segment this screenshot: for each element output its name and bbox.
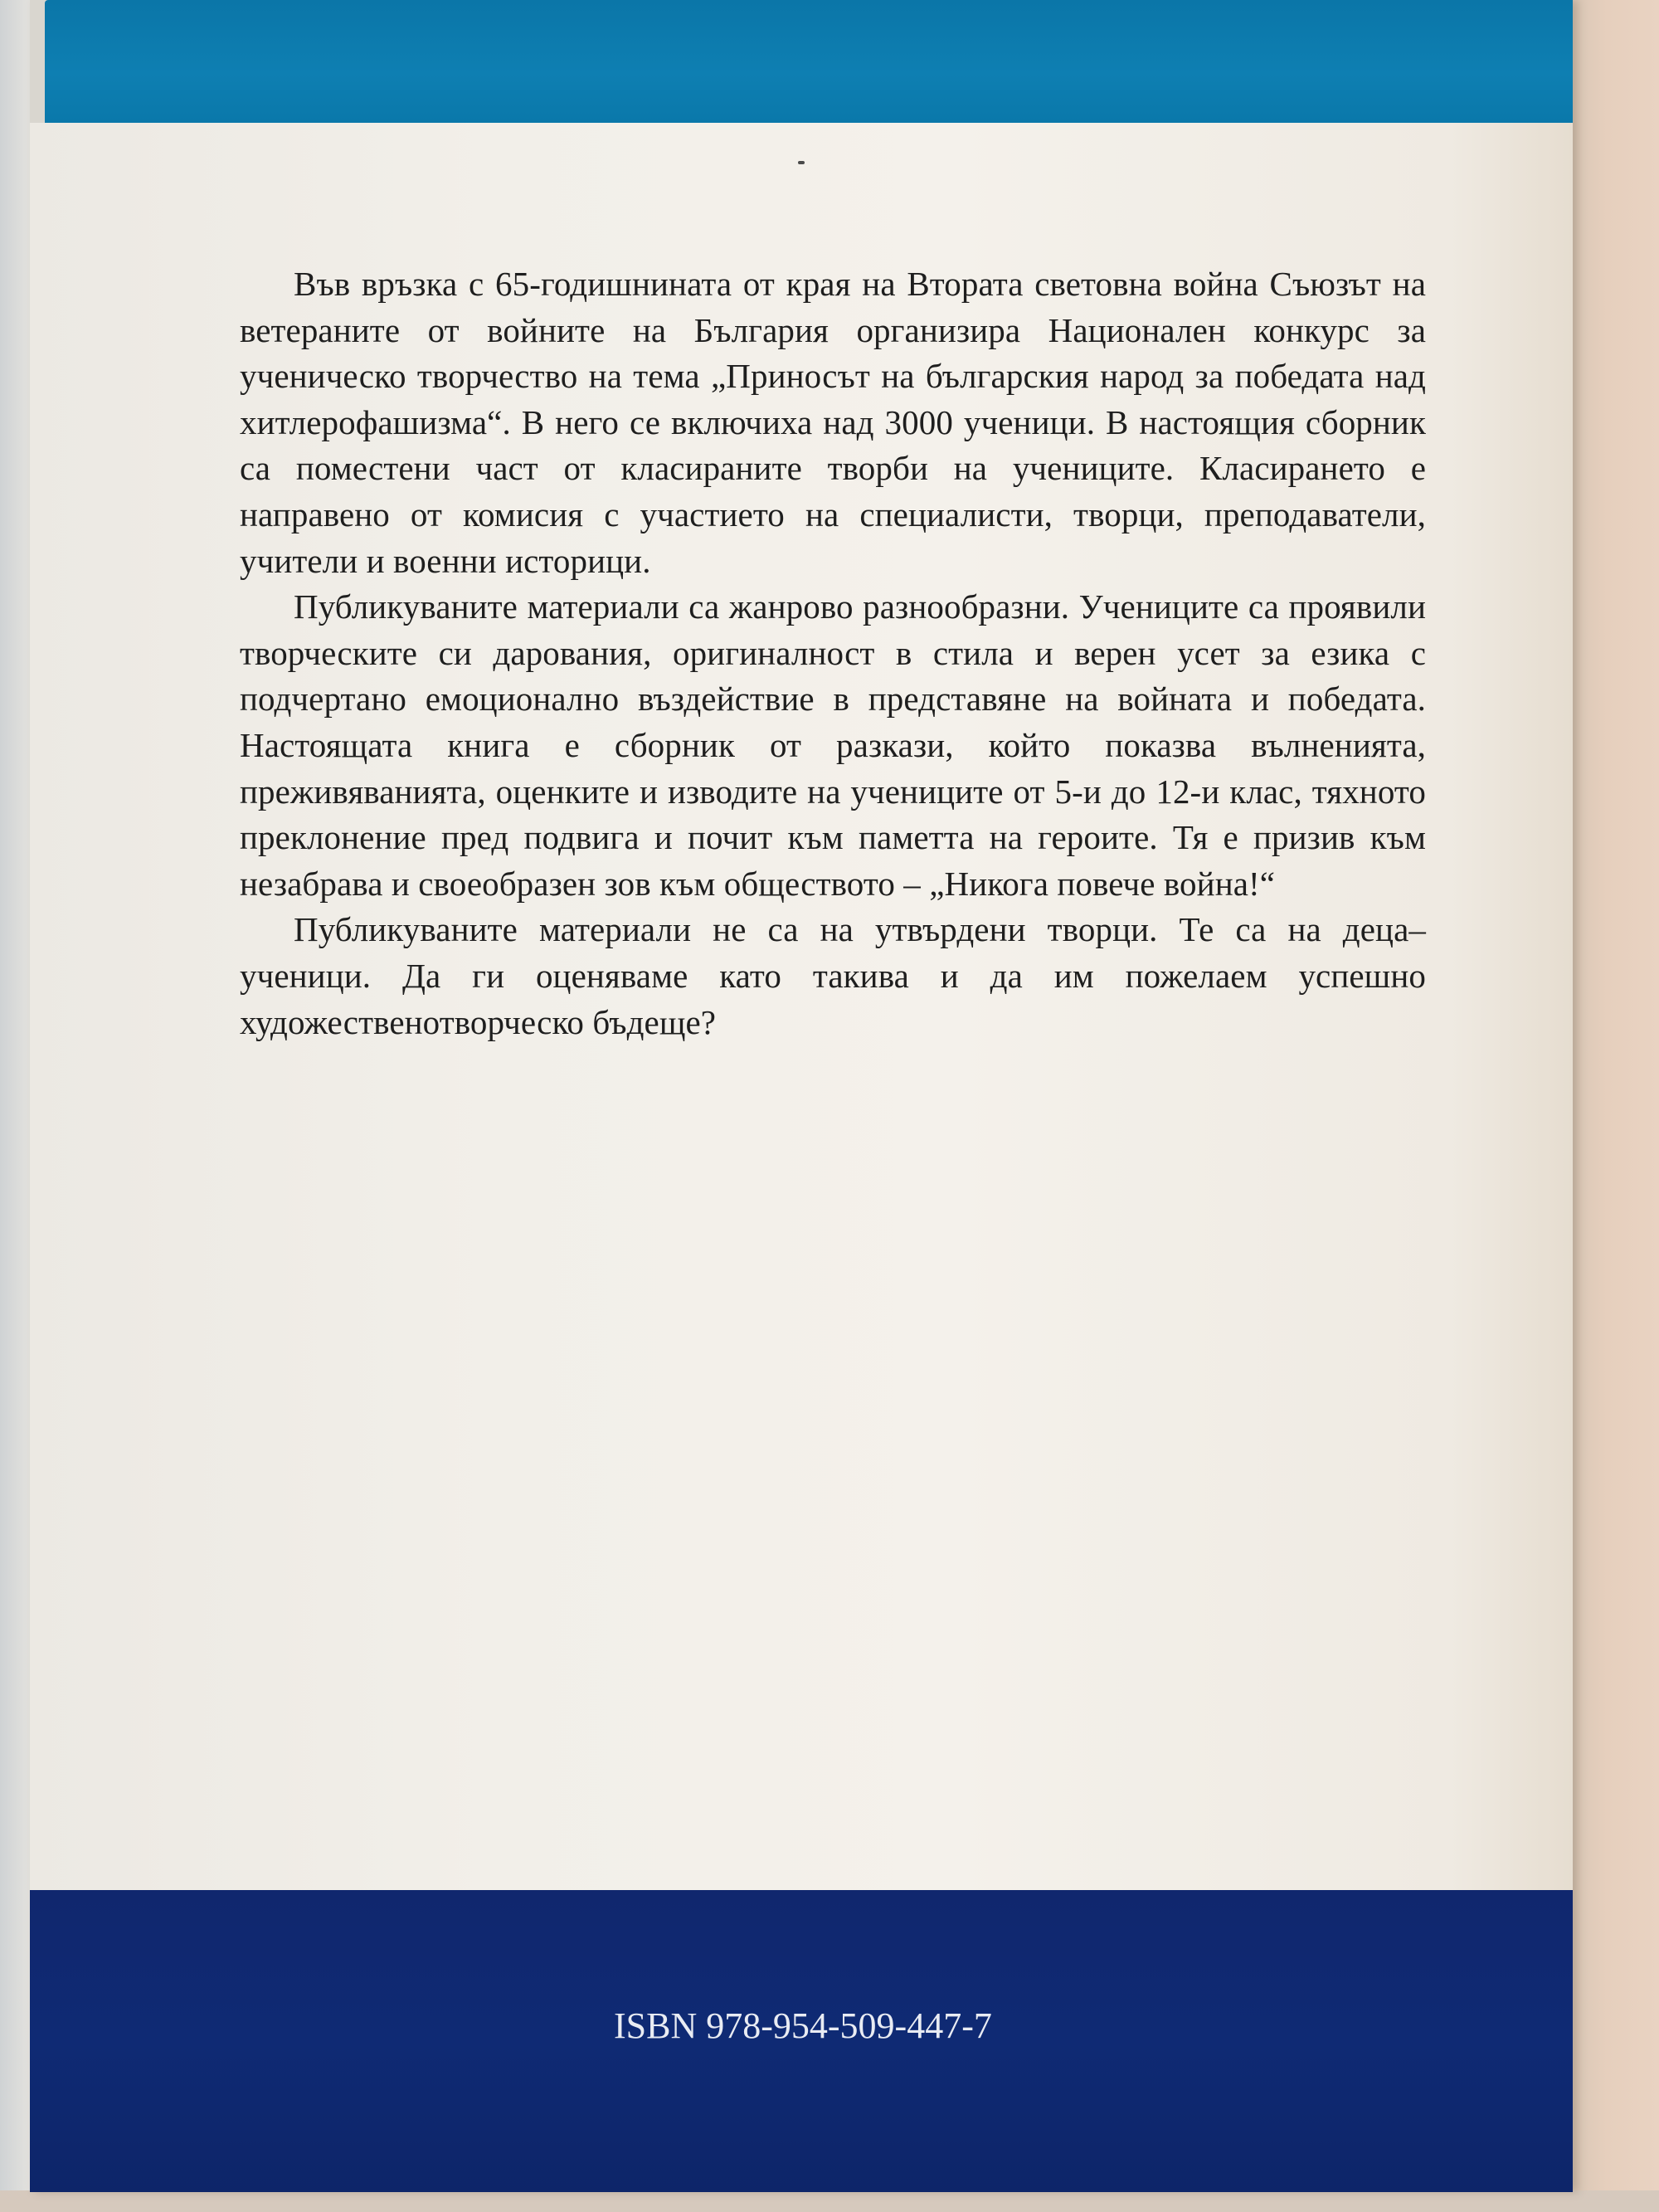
blurb-text [240,261,1426,1045]
background-bottom [0,2190,1659,2212]
isbn-number: ISBN 978-954-509-447-7 [614,2005,992,2046]
background-left [0,0,30,2212]
top-color-band [45,0,1573,123]
bottom-color-band [30,1890,1573,2192]
blurb-paragraph-1: Във връзка с 65-годишнината от края на Втората световна война Съюзът на ветераните от войните на България организира Национален конкурс за ученическо творчество на тема „Приносът на българския народ за победата над хитлерофашизма“. В него се включиха над 3000 ученици. В настоящия сборник са поместени част от класираните творби на учениците. Класирането е направено от комисия с участието на специалисти, творци, преподаватели, учители и военни историци. [240,265,1426,580]
print-mark [798,161,805,164]
blurb-paragraph-3: Публикуваните материали не са на утвърдени творци. Те са на деца–ученици. Да ги оценяваме като такива и да им пожелаем успешно художественотворческо бъдеще? [240,910,1426,1041]
cover-page [30,123,1573,1890]
background-right [1572,0,1659,2212]
book-back-cover [30,0,1573,2192]
blurb-paragraph-2: Публикуваните материали са жанрово разнообразни. Учениците са проявили творческите си дарования, оригиналност в стила и верен усет за езика с подчертано емоционално въздействие в представяне на войната и победата. Настоящата книга е сборник от разкази, който показва вълненията, преживяванията, оценките и изводите на учениците от 5-и до 12-и клас, тяхното преклонение пред подвига и почит към паметта на героите. Тя е призив към незабрава и своеобразен зов към обществото – „Никога повече война!“ [240,587,1426,903]
